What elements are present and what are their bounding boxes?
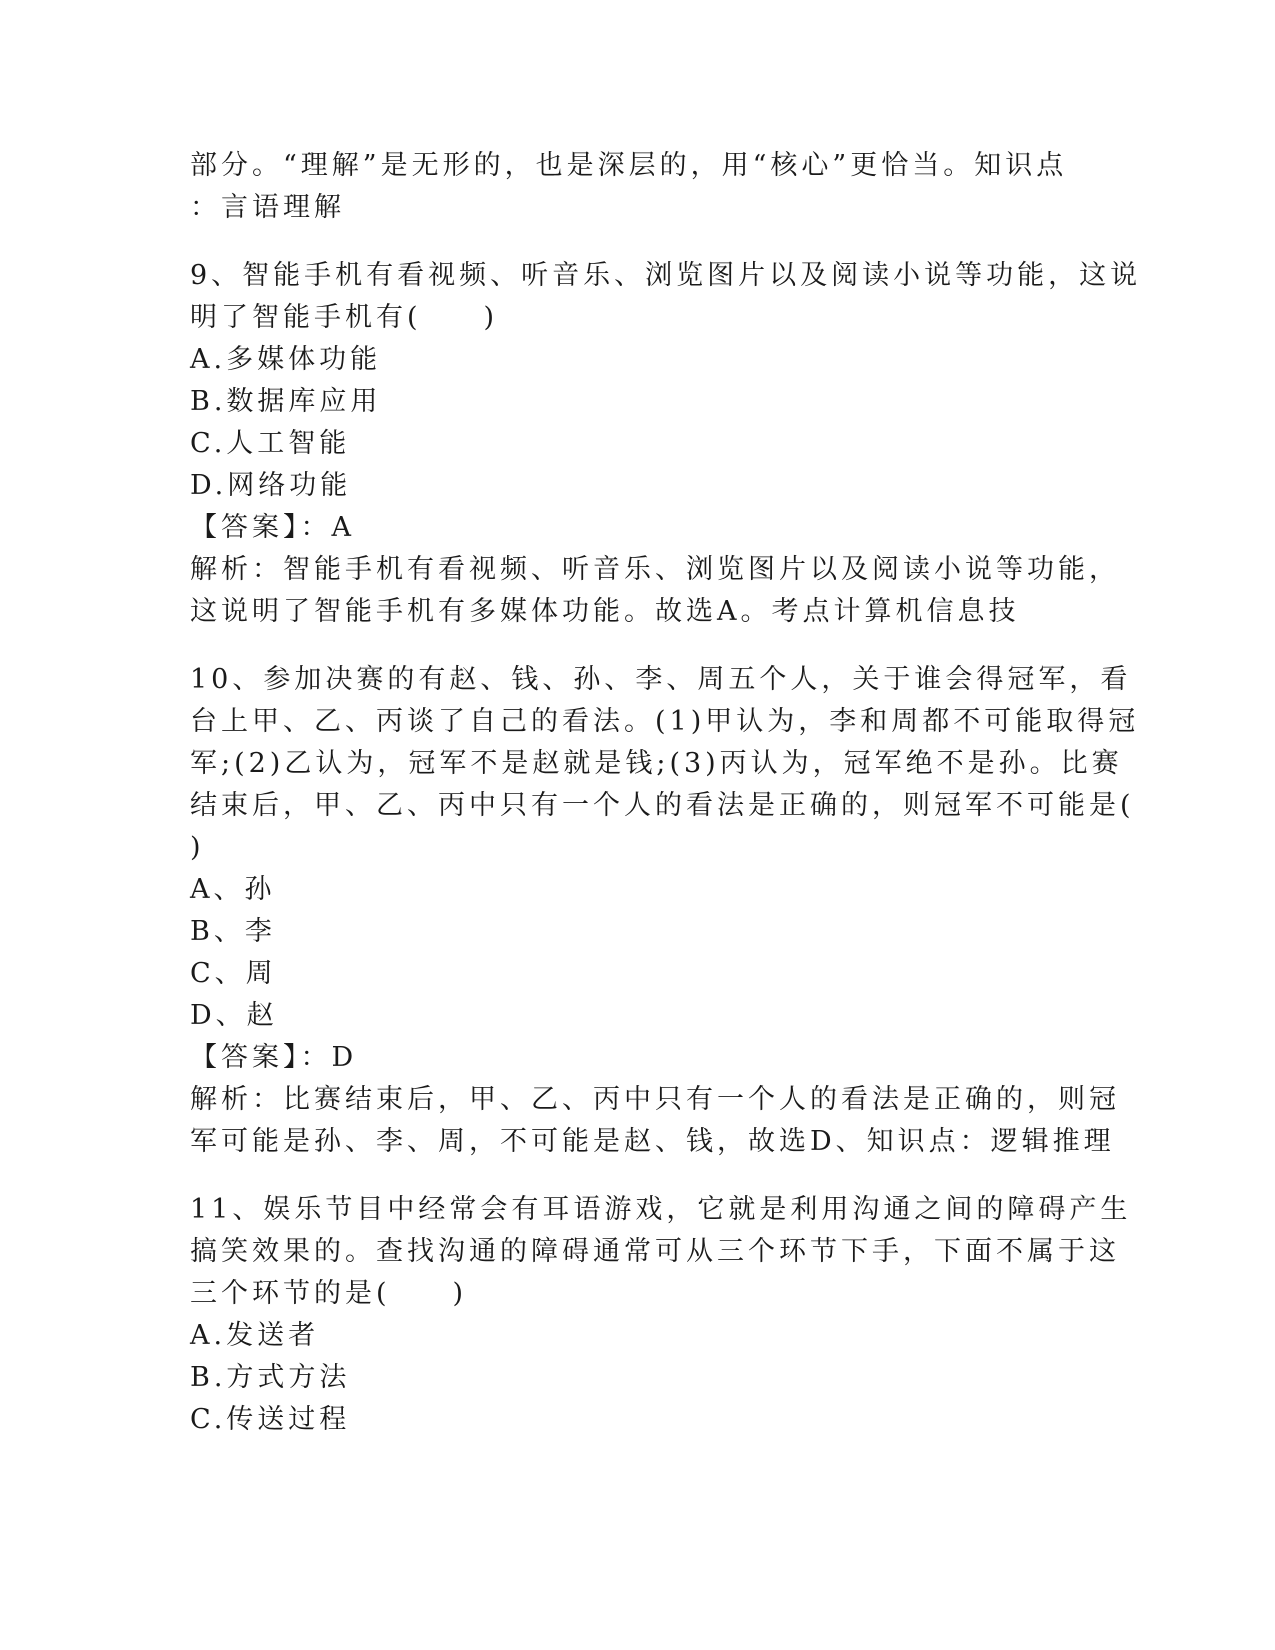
option-b: B.方式方法 [190, 1362, 351, 1393]
answer-line: 【答案】：D [190, 1042, 358, 1073]
analysis-line: 军可能是孙、李、周，不可能是赵、钱，故选D、知识点：逻辑推理 [190, 1126, 1115, 1157]
text-line: ：言语理解 [190, 192, 345, 223]
option-d: D.网络功能 [190, 470, 352, 501]
option-a: A、孙 [190, 874, 276, 905]
question-stem-line: 明了智能手机有( ) [190, 302, 499, 333]
option-c: C.传送过程 [190, 1404, 351, 1435]
question-10 [190, 659, 1140, 1163]
analysis-line: 解析：比赛结束后，甲、乙、丙中只有一个人的看法是正确的，则冠 [190, 1084, 1120, 1115]
question-stem-line: 11、娱乐节目中经常会有耳语游戏，它就是利用沟通之间的障碍产生 [190, 1194, 1132, 1225]
option-b: B.数据库应用 [190, 386, 382, 417]
question-11 [190, 1189, 1132, 1441]
analysis-line: 这说明了智能手机有多媒体功能。故选A。考点计算机信息技 [190, 596, 1020, 627]
answer-line: 【答案】：A [190, 512, 355, 543]
option-c: C、周 [190, 958, 277, 989]
question-9 [190, 255, 1142, 633]
question-stem-line: 台上甲、乙、丙谈了自己的看法。(1)甲认为，李和周都不可能取得冠 [190, 706, 1140, 737]
question-stem-line: 搞笑效果的。查找沟通的障碍通常可从三个环节下手，下面不属于这 [190, 1236, 1120, 1267]
question-stem-line: 三个环节的是( ) [190, 1278, 468, 1309]
option-a: A.多媒体功能 [190, 344, 382, 375]
analysis-line: 解析：智能手机有看视频、听音乐、浏览图片以及阅读小说等功能， [190, 554, 1120, 585]
text-line: 部分。“理解”是无形的，也是深层的，用“核心”更恰当。知识点 [190, 150, 1068, 181]
question-stem-line: ) [190, 832, 205, 863]
question-stem-line: 9、智能手机有看视频、听音乐、浏览图片以及阅读小说等功能，这说 [190, 260, 1142, 291]
intro-block [190, 145, 1090, 229]
question-stem-line: 军;(2)乙认为，冠军不是赵就是钱;(3)丙认为，冠军绝不是孙。比赛 [190, 748, 1123, 779]
option-a: A.发送者 [190, 1320, 320, 1351]
page-content [190, 145, 1142, 1441]
question-stem-line: 结束后，甲、乙、丙中只有一个人的看法是正确的，则冠军不可能是( [190, 790, 1135, 821]
option-d: D、赵 [190, 1000, 278, 1031]
option-b: B、李 [190, 916, 276, 947]
option-c: C.人工智能 [190, 428, 351, 459]
question-stem-line: 10、参加决赛的有赵、钱、孙、李、周五个人，关于谁会得冠军，看 [190, 664, 1132, 695]
